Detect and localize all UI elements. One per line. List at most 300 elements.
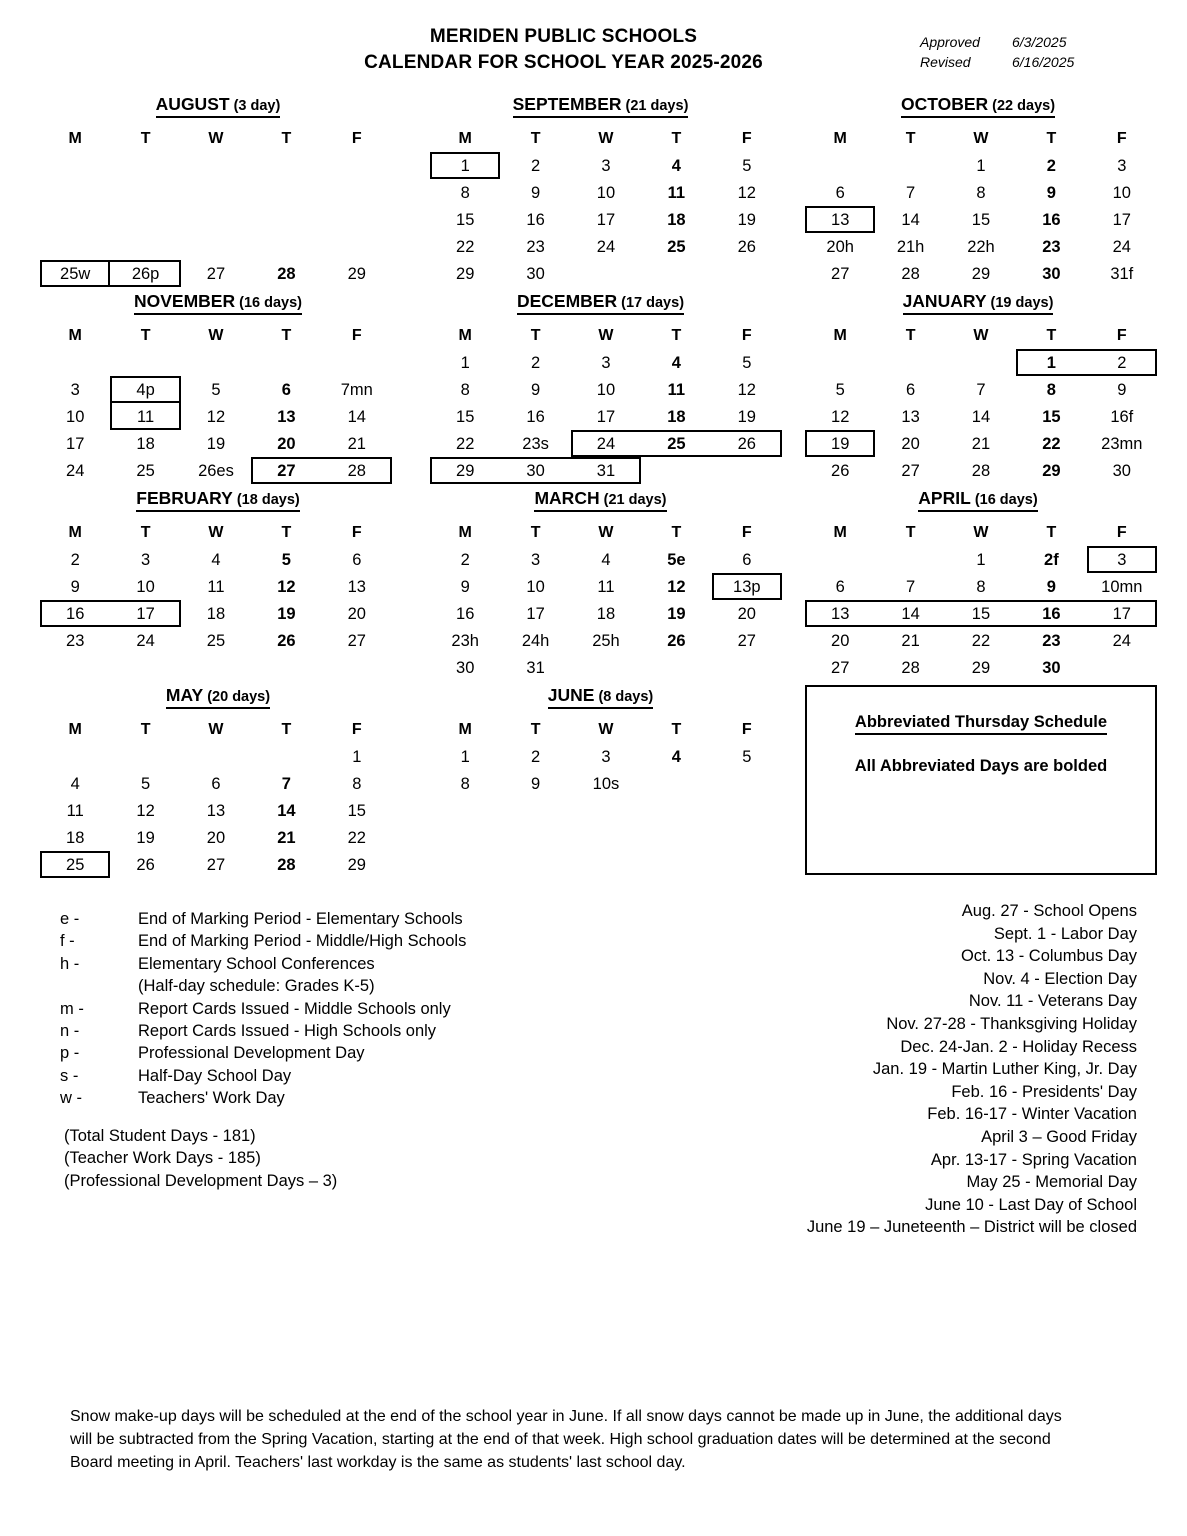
weekday-header-0: M (458, 720, 472, 738)
day-label: 14 (901, 210, 920, 229)
day-cell[interactable] (110, 376, 180, 403)
day-cell[interactable] (430, 233, 500, 260)
day-cell[interactable] (110, 824, 180, 851)
day-cell[interactable] (946, 430, 1016, 457)
day-cell[interactable] (40, 457, 110, 484)
day-cell[interactable] (1087, 573, 1157, 600)
day-cell[interactable] (322, 376, 392, 403)
day-cell[interactable] (571, 233, 641, 260)
day-cell[interactable] (1016, 600, 1086, 627)
day-cell[interactable] (712, 430, 782, 457)
day-cell[interactable] (40, 627, 110, 654)
day-label: 15 (456, 210, 475, 229)
day-cell[interactable] (946, 403, 1016, 430)
empty-day-cell (181, 206, 251, 233)
day-cell[interactable] (322, 770, 392, 797)
day-cell[interactable] (181, 376, 251, 403)
day-cell[interactable] (875, 233, 945, 260)
day-cell[interactable] (641, 179, 711, 206)
day-cell[interactable] (181, 600, 251, 627)
day-cell[interactable] (500, 260, 570, 287)
day-cell[interactable] (571, 206, 641, 233)
day-label: 19 (737, 407, 756, 426)
day-cell[interactable] (571, 600, 641, 627)
day-cell[interactable] (430, 627, 500, 654)
day-cell[interactable] (875, 573, 945, 600)
day-label: 6 (742, 550, 752, 569)
day-cell[interactable] (500, 743, 570, 770)
day-cell[interactable] (40, 546, 110, 573)
day-cell[interactable] (712, 546, 782, 573)
weekday-header-1: T (140, 129, 151, 147)
day-cell[interactable] (251, 260, 321, 287)
day-cell[interactable] (251, 770, 321, 797)
day-cell[interactable] (641, 546, 711, 573)
week-row (40, 851, 392, 878)
day-label: 2f (1044, 550, 1059, 569)
day-label: 6 (905, 380, 916, 399)
day-cell[interactable] (946, 627, 1016, 654)
day-cell[interactable] (322, 851, 392, 878)
day-label: 10 (526, 577, 545, 596)
day-cell[interactable] (946, 376, 1016, 403)
day-cell[interactable] (1016, 206, 1086, 233)
day-cell[interactable] (712, 376, 782, 403)
week-row (430, 430, 782, 457)
day-cell[interactable] (322, 546, 392, 573)
day-label: 28 (901, 264, 920, 283)
day-cell[interactable] (40, 824, 110, 851)
day-cell[interactable] (40, 573, 110, 600)
day-cell[interactable] (1016, 546, 1086, 573)
day-cell[interactable] (805, 179, 875, 206)
day-cell[interactable] (946, 573, 1016, 600)
day-cell[interactable] (1087, 457, 1157, 484)
day-label: 4 (211, 550, 221, 569)
day-cell[interactable] (1087, 430, 1157, 457)
day-cell[interactable] (322, 627, 392, 654)
day-cell[interactable] (1016, 430, 1086, 457)
week-row (805, 654, 1157, 681)
day-cell[interactable] (1087, 627, 1157, 654)
day-cell[interactable] (251, 430, 321, 457)
day-cell[interactable] (181, 627, 251, 654)
legend-row (60, 1020, 466, 1042)
day-cell[interactable] (500, 403, 570, 430)
empty-day-cell (110, 206, 180, 233)
day-cell[interactable] (181, 824, 251, 851)
day-cell[interactable] (181, 797, 251, 824)
day-cell[interactable] (946, 152, 1016, 179)
day-label: 9 (1046, 577, 1056, 596)
day-label: 9 (530, 183, 541, 202)
day-cell[interactable] (110, 600, 180, 627)
day-cell[interactable] (430, 376, 500, 403)
day-cell[interactable] (110, 457, 180, 484)
day-cell[interactable] (500, 546, 570, 573)
day-cell[interactable] (712, 152, 782, 179)
weekday-header-1: T (530, 523, 541, 541)
day-cell[interactable] (805, 206, 875, 233)
day-cell[interactable] (641, 233, 711, 260)
day-cell[interactable] (1087, 152, 1157, 179)
day-cell[interactable] (322, 573, 392, 600)
day-cell[interactable] (875, 600, 945, 627)
day-cell[interactable] (500, 654, 570, 681)
day-cell[interactable] (110, 546, 180, 573)
day-cell[interactable] (322, 430, 392, 457)
day-label: 23 (66, 631, 85, 650)
day-cell[interactable] (1087, 600, 1157, 627)
day-cell[interactable] (571, 457, 641, 484)
day-label: 29 (456, 461, 475, 480)
day-cell[interactable] (1087, 403, 1157, 430)
day-label: 25 (136, 461, 155, 480)
weekday-header-row (805, 125, 1157, 152)
day-cell[interactable] (1016, 654, 1086, 681)
day-cell[interactable] (946, 600, 1016, 627)
day-cell[interactable] (1016, 260, 1086, 287)
legend-text: Half-Day School Day (138, 1066, 292, 1085)
day-cell[interactable] (805, 627, 875, 654)
weekday-header-0: M (68, 129, 82, 147)
day-cell[interactable] (946, 233, 1016, 260)
day-cell[interactable] (322, 824, 392, 851)
day-cell[interactable] (805, 457, 875, 484)
day-cell[interactable] (1016, 349, 1086, 376)
day-cell[interactable] (875, 457, 945, 484)
day-cell[interactable] (712, 600, 782, 627)
day-cell[interactable] (875, 654, 945, 681)
day-label: 12 (737, 183, 756, 202)
day-cell[interactable] (430, 457, 500, 484)
day-cell[interactable] (641, 376, 711, 403)
day-label: 17 (596, 210, 616, 229)
day-label: 20h (826, 237, 854, 256)
day-cell[interactable] (251, 600, 321, 627)
day-cell[interactable] (571, 546, 641, 573)
day-cell[interactable] (571, 743, 641, 770)
day-label: 27 (901, 461, 920, 480)
day-label: 11 (66, 801, 84, 820)
day-cell[interactable] (110, 260, 180, 287)
day-cell[interactable] (430, 152, 500, 179)
day-cell[interactable] (430, 546, 500, 573)
day-label (641, 771, 711, 797)
legend-row (60, 998, 466, 1020)
day-cell[interactable] (712, 573, 782, 600)
day-label: 4p (136, 380, 155, 399)
legend-key: s - (60, 1066, 79, 1085)
day-cell[interactable] (40, 260, 110, 287)
day-cell[interactable] (430, 654, 500, 681)
day-cell[interactable] (946, 260, 1016, 287)
day-cell[interactable] (322, 457, 392, 484)
day-cell[interactable] (181, 260, 251, 287)
day-cell[interactable] (571, 152, 641, 179)
day-cell[interactable] (875, 206, 945, 233)
holiday-item: Sept. 1 - Labor Day (993, 924, 1137, 943)
day-cell[interactable] (251, 824, 321, 851)
week-row (40, 403, 392, 430)
day-cell[interactable] (712, 627, 782, 654)
day-label: 3 (601, 747, 611, 766)
day-cell[interactable] (1087, 260, 1157, 287)
day-label: 23 (1042, 237, 1061, 256)
day-cell[interactable] (430, 743, 500, 770)
week-row (430, 770, 782, 797)
day-cell[interactable] (571, 627, 641, 654)
day-cell[interactable] (641, 349, 711, 376)
day-cell[interactable] (712, 206, 782, 233)
weekday-header-3: T (671, 129, 682, 147)
day-cell[interactable] (946, 206, 1016, 233)
day-cell[interactable] (805, 260, 875, 287)
day-cell[interactable] (571, 376, 641, 403)
day-cell[interactable] (1087, 349, 1157, 376)
day-label: 9 (1046, 183, 1056, 202)
day-cell[interactable] (430, 600, 500, 627)
day-cell[interactable] (430, 770, 500, 797)
day-label: 24 (596, 434, 616, 453)
day-cell[interactable] (571, 179, 641, 206)
legend-key: m - (60, 999, 84, 1018)
day-cell[interactable] (946, 546, 1016, 573)
day-cell[interactable] (805, 430, 875, 457)
day-cell[interactable] (430, 430, 500, 457)
day-cell[interactable] (805, 573, 875, 600)
weekday-header-4: F (741, 326, 752, 344)
legend-text: Teachers' Work Day (138, 1089, 285, 1108)
page-header (0, 0, 1187, 94)
day-cell[interactable] (805, 233, 875, 260)
day-label: 6 (835, 183, 845, 202)
day-cell[interactable] (641, 152, 711, 179)
day-cell[interactable] (181, 430, 251, 457)
empty-day-cell (875, 152, 945, 179)
day-cell[interactable] (875, 260, 945, 287)
day-cell[interactable] (805, 654, 875, 681)
day-cell[interactable] (181, 851, 251, 878)
legend-key: h - (60, 954, 80, 973)
day-cell[interactable] (40, 851, 110, 878)
day-cell[interactable] (641, 627, 711, 654)
day-cell[interactable] (40, 403, 110, 430)
day-cell[interactable] (875, 403, 945, 430)
day-cell[interactable] (251, 457, 321, 484)
day-cell[interactable] (110, 627, 180, 654)
day-label: 19 (667, 604, 686, 623)
weekday-header-1: T (530, 326, 541, 344)
day-label: 8 (976, 577, 986, 596)
day-cell[interactable] (500, 152, 570, 179)
day-label: 26 (831, 461, 850, 480)
day-label: 15 (456, 407, 475, 426)
day-cell[interactable] (110, 797, 180, 824)
day-cell[interactable] (500, 349, 570, 376)
day-cell[interactable] (430, 179, 500, 206)
day-cell[interactable] (40, 797, 110, 824)
day-cell[interactable] (181, 457, 251, 484)
weekday-header-3: T (281, 129, 292, 147)
month-march (430, 488, 805, 685)
day-cell[interactable] (571, 430, 641, 457)
day-cell[interactable] (712, 743, 782, 770)
day-cell[interactable] (181, 403, 251, 430)
day-cell[interactable] (500, 179, 570, 206)
day-cell[interactable] (805, 403, 875, 430)
day-cell[interactable] (500, 770, 570, 797)
day-cell[interactable] (805, 600, 875, 627)
day-cell[interactable] (875, 627, 945, 654)
day-cell[interactable] (641, 430, 711, 457)
day-label: 22 (971, 631, 991, 650)
day-cell[interactable] (946, 179, 1016, 206)
day-cell[interactable] (251, 851, 321, 878)
day-label: 9 (1117, 380, 1127, 399)
day-cell[interactable] (251, 376, 321, 403)
day-cell[interactable] (430, 260, 500, 287)
day-cell[interactable] (641, 206, 711, 233)
day-label: 27 (737, 631, 756, 650)
day-label (875, 153, 945, 179)
month-february (40, 488, 430, 685)
day-label: 10 (1112, 183, 1131, 202)
legend-row (60, 953, 466, 975)
day-cell[interactable] (430, 573, 500, 600)
day-cell[interactable] (1087, 179, 1157, 206)
weekday-header-3: T (281, 326, 292, 344)
empty-day-cell (322, 206, 392, 233)
day-cell[interactable] (251, 797, 321, 824)
day-label: 27 (206, 264, 226, 283)
day-cell[interactable] (322, 743, 392, 770)
day-cell[interactable] (40, 770, 110, 797)
totals-line: (Professional Development Days – 3) (64, 1171, 338, 1190)
day-cell[interactable] (641, 573, 711, 600)
day-cell[interactable] (110, 430, 180, 457)
day-label: 4 (671, 747, 681, 766)
day-cell[interactable] (1016, 233, 1086, 260)
day-cell[interactable] (1016, 457, 1086, 484)
weekday-header-0: M (833, 129, 847, 147)
day-cell[interactable] (322, 600, 392, 627)
day-cell[interactable] (430, 349, 500, 376)
day-cell[interactable] (805, 376, 875, 403)
day-cell[interactable] (110, 573, 180, 600)
day-cell[interactable] (1087, 233, 1157, 260)
empty-day-cell (251, 743, 321, 770)
day-label (641, 261, 711, 287)
day-cell[interactable] (500, 627, 570, 654)
day-cell[interactable] (500, 457, 570, 484)
day-cell[interactable] (322, 260, 392, 287)
day-cell[interactable] (1087, 546, 1157, 573)
day-label (805, 153, 875, 179)
week-row (40, 627, 392, 654)
day-cell[interactable] (181, 770, 251, 797)
day-label: 4 (601, 550, 611, 569)
day-cell[interactable] (40, 600, 110, 627)
day-cell[interactable] (712, 403, 782, 430)
day-label: 6 (352, 550, 362, 569)
day-cell[interactable] (110, 403, 180, 430)
day-cell[interactable] (571, 349, 641, 376)
day-cell[interactable] (712, 179, 782, 206)
day-cell[interactable] (500, 206, 570, 233)
day-cell[interactable] (251, 403, 321, 430)
day-label: 21 (347, 434, 366, 453)
day-cell[interactable] (322, 797, 392, 824)
week-row (805, 233, 1157, 260)
day-cell[interactable] (712, 349, 782, 376)
holiday-item: Nov. 4 - Election Day (983, 969, 1137, 988)
day-cell[interactable] (571, 403, 641, 430)
day-cell[interactable] (500, 233, 570, 260)
month-title (40, 94, 430, 118)
day-cell[interactable] (40, 430, 110, 457)
day-cell[interactable] (712, 233, 782, 260)
title-line-1: MERIDEN PUBLIC SCHOOLS (429, 26, 698, 47)
day-cell[interactable] (322, 403, 392, 430)
day-cell[interactable] (1016, 179, 1086, 206)
day-cell[interactable] (500, 376, 570, 403)
day-cell[interactable] (946, 457, 1016, 484)
day-cell[interactable] (571, 770, 641, 797)
day-label (712, 655, 782, 681)
day-label: 25 (667, 237, 686, 256)
day-cell[interactable] (500, 600, 570, 627)
weekday-header-row (40, 519, 392, 546)
day-cell[interactable] (946, 654, 1016, 681)
day-cell[interactable] (875, 430, 945, 457)
day-cell[interactable] (1016, 403, 1086, 430)
day-cell[interactable] (40, 376, 110, 403)
day-cell[interactable] (1016, 376, 1086, 403)
day-cell[interactable] (875, 179, 945, 206)
day-cell[interactable] (110, 851, 180, 878)
spacer-row (40, 179, 392, 206)
day-cell[interactable] (1087, 376, 1157, 403)
day-cell[interactable] (500, 430, 570, 457)
day-label: 27 (206, 855, 226, 874)
day-cell[interactable] (1016, 627, 1086, 654)
day-cell[interactable] (251, 627, 321, 654)
day-cell[interactable] (110, 770, 180, 797)
day-label: 29 (1042, 461, 1061, 480)
holiday-item: Oct. 13 - Columbus Day (960, 947, 1137, 966)
day-cell[interactable] (500, 573, 570, 600)
day-cell[interactable] (181, 573, 251, 600)
day-cell[interactable] (641, 600, 711, 627)
day-cell[interactable] (430, 403, 500, 430)
day-cell[interactable] (1016, 573, 1086, 600)
day-label: 13 (831, 210, 850, 229)
day-cell[interactable] (430, 206, 500, 233)
day-cell[interactable] (1087, 206, 1157, 233)
day-cell[interactable] (1016, 152, 1086, 179)
day-cell[interactable] (181, 546, 251, 573)
day-cell[interactable] (251, 573, 321, 600)
day-cell[interactable] (641, 743, 711, 770)
day-cell[interactable] (641, 403, 711, 430)
day-label: 12 (831, 407, 850, 426)
day-label: 10mn (1101, 577, 1143, 596)
day-cell[interactable] (251, 546, 321, 573)
day-cell[interactable] (875, 376, 945, 403)
day-cell[interactable] (571, 573, 641, 600)
month-day-count: (21 days) (599, 492, 667, 508)
